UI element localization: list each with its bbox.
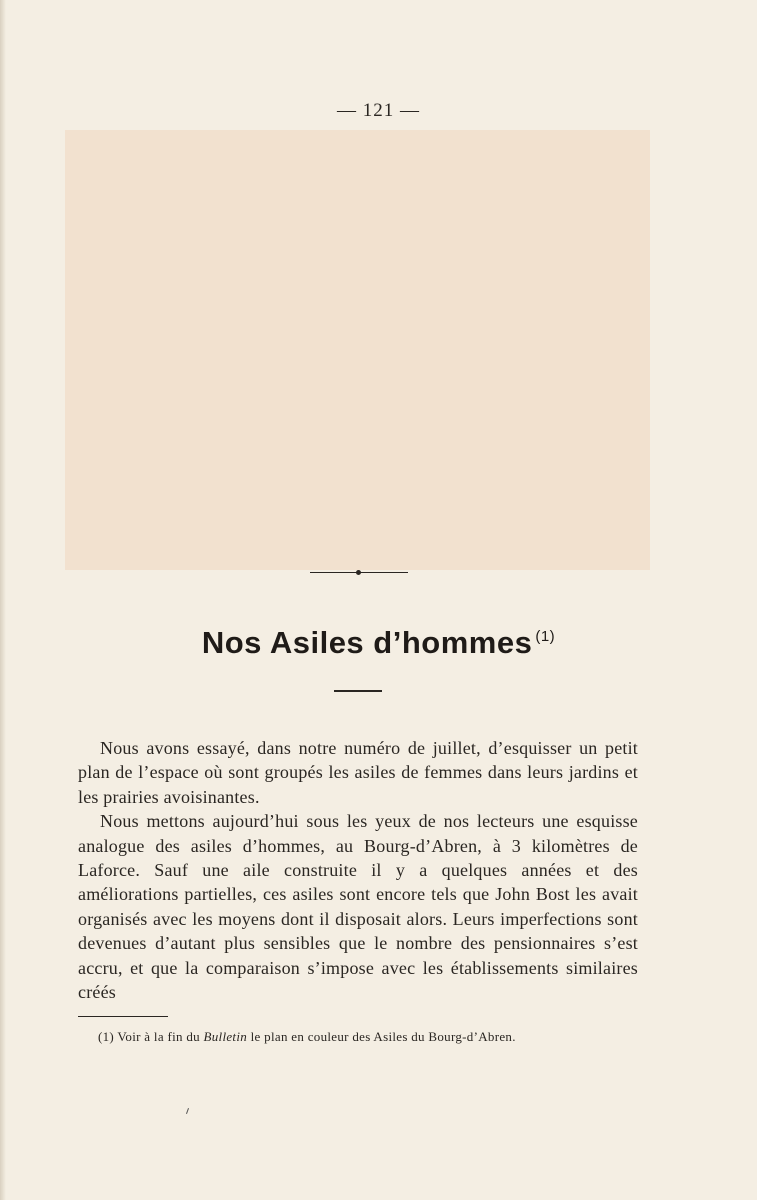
article-body [78, 736, 638, 1004]
section-ornament [310, 566, 408, 578]
footnote-rule [78, 1016, 168, 1017]
article-title-text: Nos Asiles d’hommes [201, 625, 533, 660]
page-number: — 121 — [337, 100, 420, 121]
title-rule [334, 690, 382, 692]
paragraph: Nous avons essayé, dans notre numéro de juillet, d’esquisser un petit plan de l’espace où sont groupés les asiles de femmes dans leurs jardins et les prairies avoisinantes. [78, 738, 638, 807]
title-footnote-ref: (1) [535, 628, 556, 645]
footnote-text-before: Voir à la fin du [117, 1029, 200, 1044]
paper-speck [186, 1108, 189, 1114]
ornament-dot [356, 570, 361, 575]
page-edge [0, 0, 6, 1200]
footnote-marker: (1) [98, 1029, 115, 1044]
footnote-italic: Bulletin [203, 1029, 248, 1044]
article-title [0, 625, 757, 661]
illustration-area [65, 130, 650, 570]
footnote [98, 1029, 658, 1045]
footnote-text-after: le plan en couleur des Asiles du Bourg-d’Abren. [250, 1029, 516, 1044]
paragraph: Nous mettons aujourd’hui sous les yeux de nos lecteurs une esquisse analogue des asiles d’hommes, au Bourg-d’Abren, à 3 kilomètres de Laforce. Sauf une aile construite il y a quelques années et des améliorations partielles, ces asiles sont encore tels que John Bost les avait organisés avec les moyens dont il disposait alors. Leurs imperfections sont devenues d’autant plus sensibles que le nombre des pensionnaires s’est accru, et que la comparaison s’impose avec les établissements similaires créés [78, 811, 638, 1003]
